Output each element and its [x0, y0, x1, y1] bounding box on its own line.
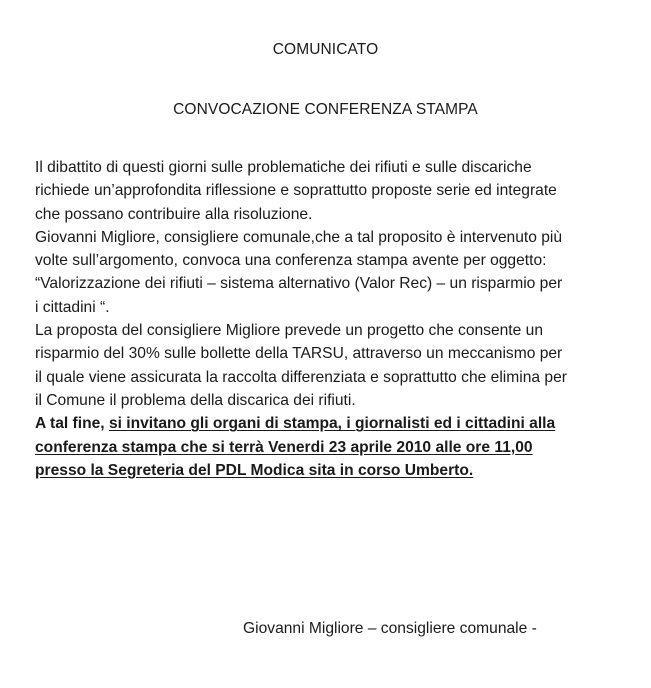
document-subtitle: CONVOCAZIONE CONFERENZA STAMPA — [173, 101, 478, 118]
body-line: Il dibattito di questi giorni sulle problematiche dei rifiuti e sulle discariche — [35, 159, 532, 176]
body-line: i cittadini “. — [35, 298, 110, 316]
body-line: Giovanni Migliore, consigliere comunale,che a tal proposito è intervenuto più — [35, 228, 563, 246]
invitation-line — [35, 412, 635, 435]
body-line: risparmio del 30% sulle bollette della TARSU, attraverso un meccanismo per — [35, 345, 563, 363]
body-line: volte sull’argomento, convoca una conferenza stampa avente per oggetto: — [35, 252, 547, 270]
body-line: richiede un’approfondita riflessione e soprattutto proposte serie ed integrate — [35, 182, 557, 200]
body-line: “Valorizzazione dei rifiuti – sistema alternativo (Valor Rec) – un risparmio per — [35, 275, 563, 293]
invitation-prefix: A tal fine, — [35, 415, 109, 433]
body-line: il quale viene assicurata la raccolta differenziata e soprattutto che elimina per — [35, 368, 567, 386]
body-line: La proposta del consigliere Migliore prevede un progetto che consente un — [35, 322, 543, 340]
body-text — [35, 156, 635, 482]
invitation-text: si invitano gli organi di stampa, i giornalisti ed i cittadini alla — [108, 415, 556, 433]
document-title: COMUNICATO — [272, 41, 379, 58]
invitation-line: presso la Segreteria del PDL Modica sita in corso Umberto. — [35, 461, 474, 479]
body-line: che possano contribuire alla risoluzione. — [35, 205, 313, 223]
signature: Giovanni Migliore – consigliere comunale - — [243, 620, 537, 637]
body-line: il Comune il problema della discarica dei rifiuti. — [35, 391, 356, 409]
invitation-line: conferenza stampa che si terrà Venerdi 23 aprile 2010 alle ore 11,00 — [35, 438, 533, 456]
